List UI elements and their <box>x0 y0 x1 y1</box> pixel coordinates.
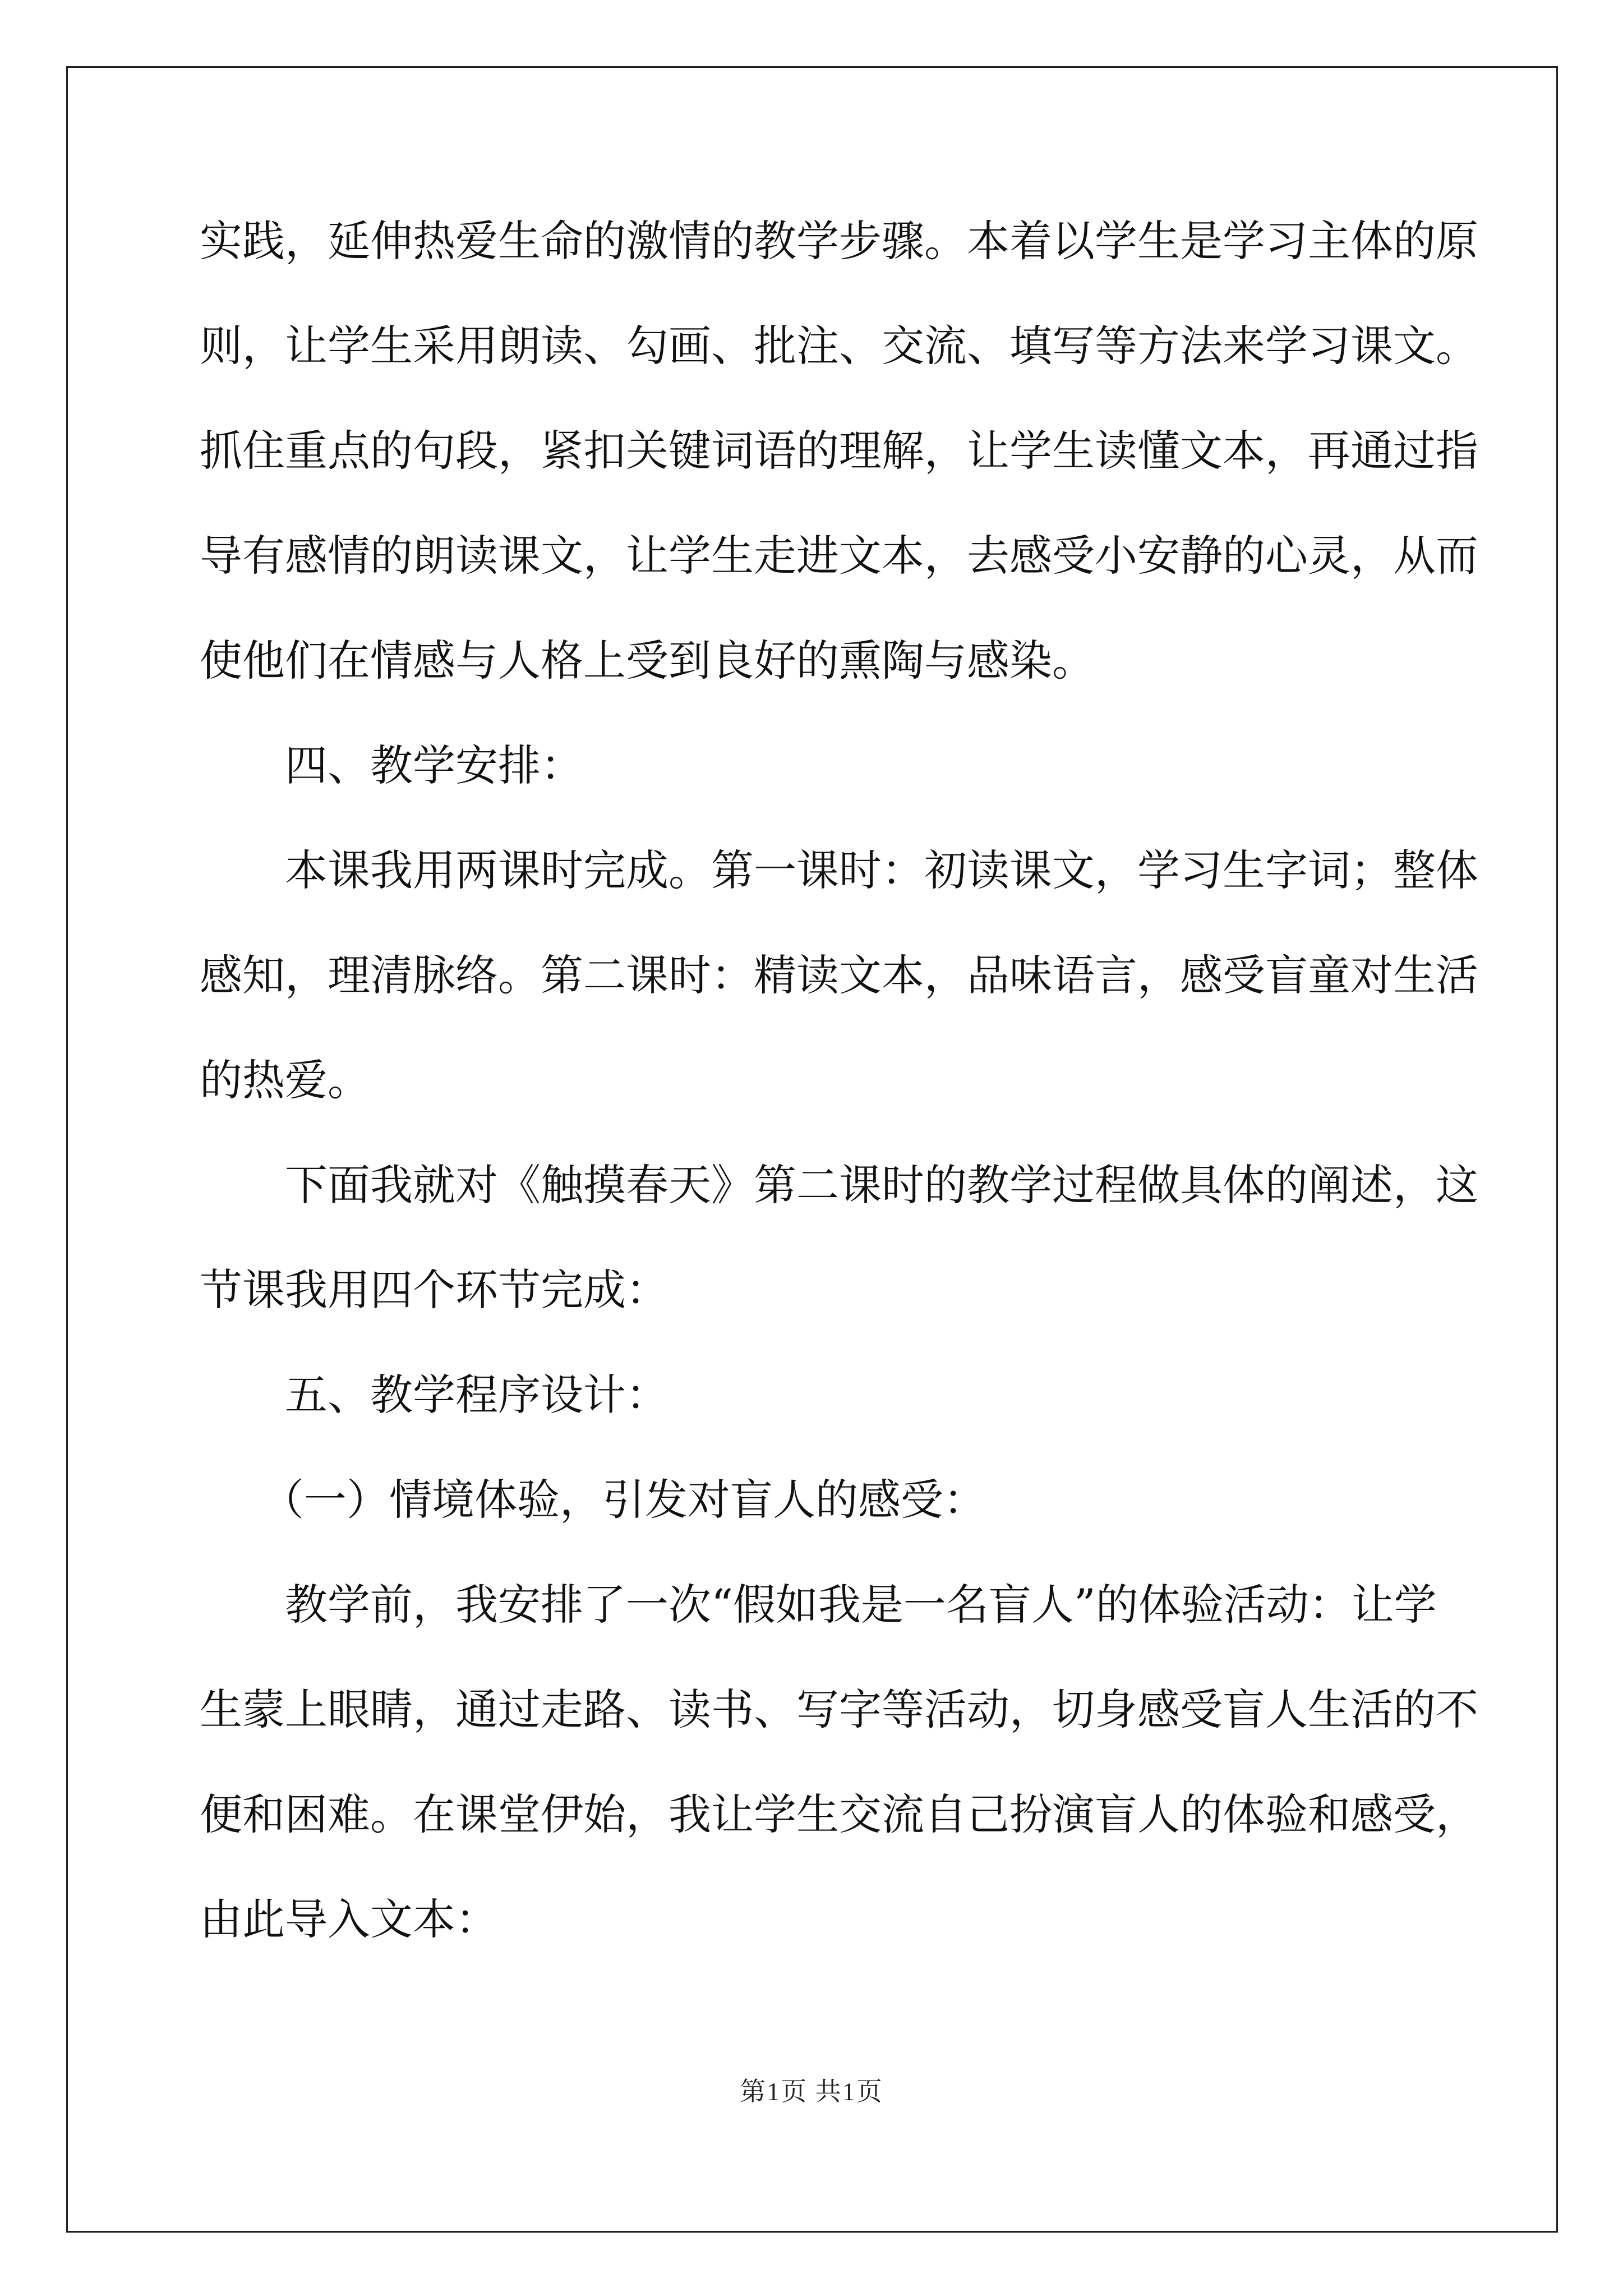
text-line: 教学前，我安排了一次“假如我是一名盲人”的体验活动：让学 <box>285 1580 1437 1630</box>
text-line: 使他们在情感与人格上受到良好的熏陶与感染。 <box>200 636 1095 685</box>
subsection-heading: （一）情境体验，引发对盲人的感受： <box>261 1475 986 1525</box>
text-line: 导有感情的朗读课文，让学生走进文本，去感受小安静的心灵，从而 <box>200 531 1478 581</box>
text-line: 生蒙上眼睛，通过走路、读书、写字等活动，切身感受盲人生活的不 <box>200 1685 1478 1734</box>
text-line: 由此导入文本： <box>200 1894 498 1944</box>
text-line: 本课我用两课时完成。第一课时：初读课文，学习生字词；整体 <box>285 845 1478 895</box>
text-line: 便和困难。在课堂伊始，我让学生交流自己扮演盲人的体验和感受， <box>200 1789 1478 1839</box>
section-heading: 五、教学程序设计： <box>285 1370 668 1420</box>
text-line: 的热爱。 <box>200 1055 370 1105</box>
text-line: 节课我用四个环节完成： <box>200 1265 668 1315</box>
text-line: 则，让学生采用朗读、勾画、批注、交流、填写等方法来学习课文。 <box>200 321 1478 371</box>
text-line: 下面我就对《触摸春天》第二课时的教学过程做具体的阐述，这 <box>285 1160 1478 1210</box>
text-line: 实践，延伸热爱生命的激情的教学步骤。本着以学生是学习主体的原 <box>200 216 1478 266</box>
page-footer: 第1页 共1页 <box>740 2077 883 2106</box>
text-line: 感知，理清脉络。第二课时：精读文本，品味语言，感受盲童对生活 <box>200 950 1478 1000</box>
section-heading: 四、教学安排： <box>285 740 583 790</box>
text-line: 抓住重点的句段，紧扣关键词语的理解，让学生读懂文本，再通过指 <box>200 426 1478 476</box>
